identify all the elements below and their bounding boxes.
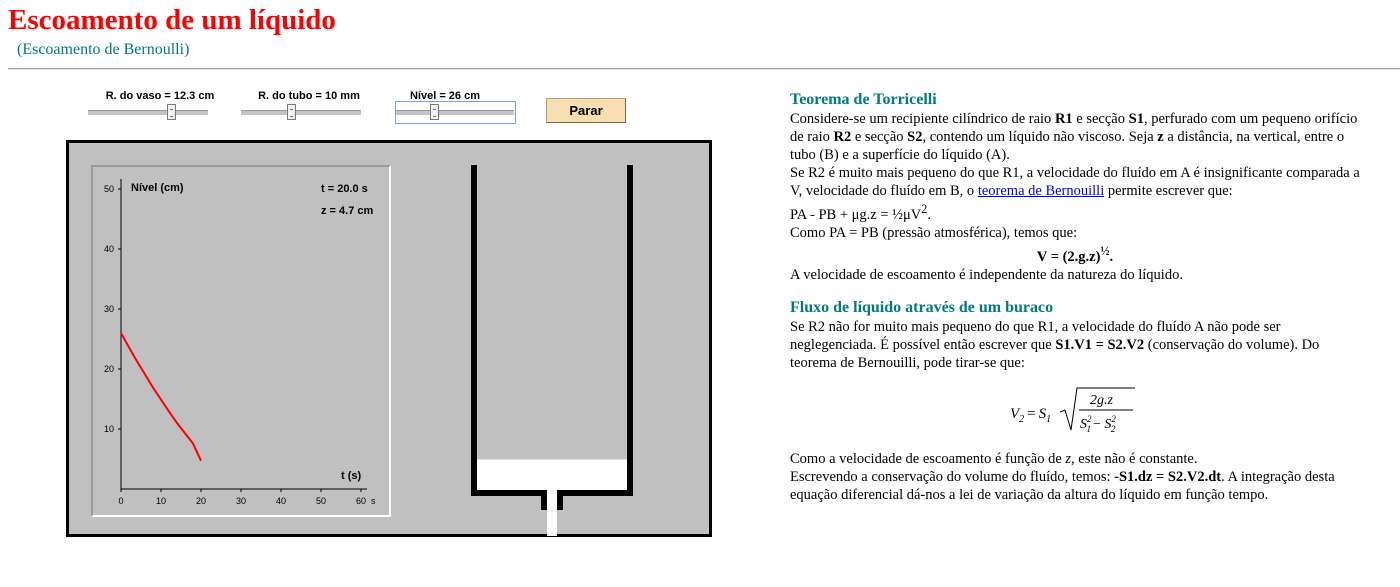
slider-tubo-label: R. do tubo = 10 mm: [258, 90, 360, 102]
x-tick-label: 30: [235, 496, 247, 506]
stop-button[interactable]: Parar: [546, 98, 626, 123]
vessel-left-wall: [471, 165, 477, 496]
slider-vaso-label: R. do vaso = 12.3 cm: [105, 90, 215, 102]
outlet-left-wall: [541, 490, 547, 510]
paragraph-bernoulli: Se R2 é muito mais pequeno do que R1, a velocidade do fluído em A é insignificante comparada a V, velocidade do fluído em B, o teorema de Bernouilli permite escrever que:: [790, 165, 1360, 199]
page-title: Escoamento de um líquido: [8, 4, 336, 36]
vessel-right-wall: [627, 165, 633, 496]
level-curve: [121, 333, 201, 461]
x-tick-label: 60: [355, 496, 367, 506]
y-tick-label: 30: [103, 304, 114, 314]
y-axis-label: Nível (cm): [131, 182, 184, 194]
paragraph-intro: Considere-se um recipiente cilíndrico de raio R1 e secção S1, perfurado com um pequeno orifício de raio R2 e secção S2, contendo um líquido não viscoso. Seja z a distância, na vertical, entre o tubo (B) e a superfície do líquido (A).: [790, 111, 1358, 163]
time-readout: t = 20.0 s: [321, 183, 368, 195]
paragraph-integration: Escrevendo a conservação do volume do fluído, temos: -S1.dz = S2.V2.dt. A integração desta equação diferencial dá-nos a lei de variação da altura do líquido em função tempo.: [790, 468, 1335, 503]
x-tick-label: 10: [155, 496, 167, 506]
vessel-drawing: [449, 143, 689, 540]
section-heading-torricelli: Teorema de Torricelli: [790, 91, 937, 108]
x-axis-label: t (s): [341, 470, 362, 482]
y-tick-label: 40: [103, 244, 114, 254]
y-tick-label: 10: [103, 424, 114, 434]
paragraph-not-constant: Como a velocidade de escoamento é função de z, este não é constante.: [790, 450, 1198, 467]
y-tick-label: 20: [103, 364, 114, 374]
x-tick-label: 50: [315, 496, 327, 506]
slider-tubo-thumb[interactable]: [287, 104, 296, 120]
x-tick-label: 40: [275, 496, 287, 506]
x-unit: s: [371, 496, 376, 506]
svg-text:V2=S1: $V_2 = S_1$: [1010, 405, 1052, 425]
level-readout: z = 4.7 cm: [321, 205, 374, 217]
level-graph: [91, 165, 391, 517]
slider-tubo-track[interactable]: [241, 110, 361, 115]
level-graph-svg: [93, 167, 389, 515]
divider: [8, 68, 1400, 70]
slider-nivel-thumb[interactable]: [430, 104, 439, 120]
equation-v2: [790, 382, 1360, 442]
x-tick-label: 0: [118, 496, 124, 506]
liquid: [477, 459, 627, 490]
vessel-bottom-left: [471, 490, 541, 496]
section-heading-flow: Fluxo de líquido através de um buraco: [790, 298, 1054, 316]
paragraph-atmospheric: Como PA = PB (pressão atmosférica), temos que:: [790, 224, 1078, 241]
article: [790, 90, 1360, 504]
simulation-applet: [0, 80, 760, 587]
simulation-panel: [66, 140, 712, 537]
equation-torricelli: $V = (2.g.z)^{\frac{1}{2}}$.: [1036, 243, 1114, 265]
page-subtitle: (Escoamento de Bernoulli): [17, 41, 190, 58]
y-tick-label: 50: [103, 184, 114, 194]
svg-text:2g.z: 2g.z: [1090, 392, 1113, 408]
outlet-right-wall: [557, 490, 563, 510]
paragraph-flow: Se R2 não for muito mais pequeno do que R1, a velocidade do fluído A não pode ser neglegenciada. É possível então escrever que S1.V1 = S2.V2 (conservação do volume). Do teorema de Bernouilli, pode tirar-se que:: [790, 318, 1320, 371]
slider-vaso-thumb[interactable]: [167, 104, 176, 120]
vessel-bottom-right: [563, 490, 633, 496]
slider-nivel-track[interactable]: [396, 110, 514, 115]
svg-text:S21− S22: $S^2$ $1 - S^2$ 2: [1080, 413, 1116, 434]
slider-nivel-label: Nível = 26 cm: [409, 90, 481, 102]
x-tick-label: 20: [195, 496, 207, 506]
bernoulli-link[interactable]: teorema de Bernouilli: [977, 183, 1105, 199]
paragraph-independence: A velocidade de escoamento é independente da natureza do líquido.: [790, 266, 1183, 283]
slider-vaso-track[interactable]: [88, 110, 208, 115]
outflow-stream: [547, 490, 557, 536]
paragraph-pressure-eq: PA - PB + $\mu g.z = \frac{1}{2}\mu V^2$.: [790, 202, 931, 223]
